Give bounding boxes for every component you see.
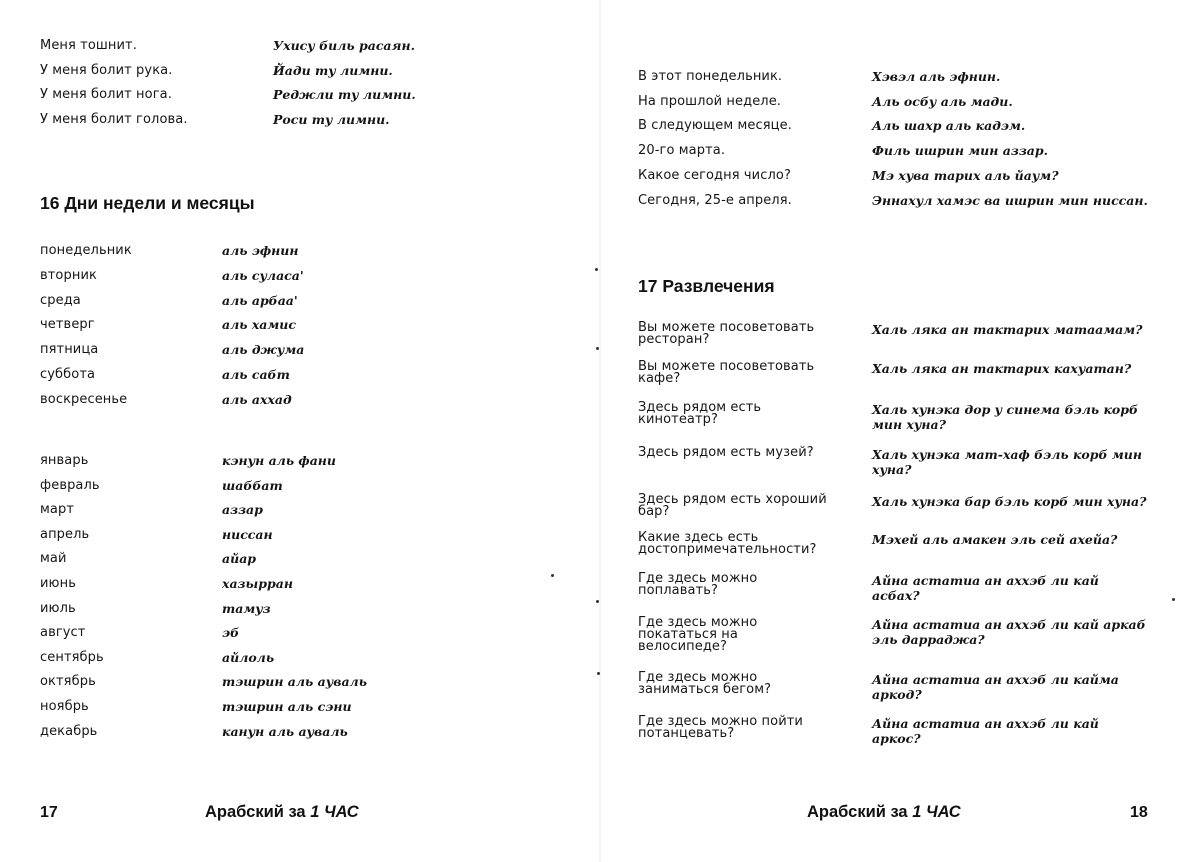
russian-phrase: Меня тошнит.: [40, 38, 137, 53]
russian-phrase: апрель: [40, 526, 90, 542]
russian-phrase-line: заниматься бегом?: [638, 682, 772, 697]
arabic-transliteration-line: Халь хунэка бар бэль корб мин хуна?: [872, 494, 1147, 509]
arabic-transliteration-line: Айна астатиа ан аххэб ли кай: [872, 573, 1099, 588]
russian-phrase: [638, 361, 814, 385]
book-title-footer: [205, 803, 359, 822]
arabic-transliteration: Йади ту лимни.: [273, 62, 393, 78]
russian-phrase: февраль: [40, 477, 100, 493]
arabic-transliteration: [872, 617, 1146, 647]
arabic-transliteration: аззар: [222, 502, 263, 518]
russian-phrase: [638, 494, 827, 518]
footer-title-hour: 1 ЧАС: [912, 803, 961, 821]
russian-phrase-line: поплавать?: [638, 583, 718, 598]
russian-phrase: Сегодня, 25-е апреля.: [638, 192, 792, 208]
footer-title-hour: 1 ЧАС: [310, 803, 359, 821]
russian-phrase-line: Где здесь можно пойти: [638, 714, 803, 729]
arabic-transliteration: [872, 716, 1099, 746]
arabic-transliteration: [872, 573, 1099, 603]
russian-phrase-line: Вы можете посоветовать: [638, 359, 815, 374]
arabic-transliteration-line: Айна астатиа ан аххэб ли кай: [872, 716, 1099, 731]
arabic-transliteration-line: Айна астатиа ан аххэб ли кайма: [872, 672, 1119, 687]
arabic-transliteration: Аль осбу аль мади.: [872, 93, 1013, 109]
arabic-transliteration: шаббат: [222, 477, 283, 493]
arabic-transliteration: Реджли ту лимни.: [273, 87, 416, 103]
russian-phrase: май: [40, 551, 67, 567]
russian-phrase: [638, 573, 757, 597]
russian-phrase-line: велосипеде?: [638, 639, 728, 654]
book-title-footer: [807, 803, 961, 822]
scan-speck: [551, 574, 554, 577]
russian-phrase: август: [40, 625, 86, 641]
russian-phrase-line: потанцевать?: [638, 726, 735, 741]
russian-phrase: В следующем месяце.: [638, 118, 792, 134]
russian-phrase: декабрь: [40, 723, 98, 739]
russian-phrase: 20-го марта.: [638, 143, 726, 159]
arabic-transliteration: [872, 322, 1142, 337]
scan-speck: [597, 672, 600, 675]
section-heading: 16 Дни недели и месяцы: [40, 193, 255, 213]
arabic-transliteration: аль суласа': [222, 267, 304, 283]
arabic-transliteration: айар: [222, 551, 257, 567]
arabic-transliteration-line: хуна?: [872, 462, 912, 477]
scan-speck: [1172, 598, 1175, 601]
arabic-transliteration-line: Халь ляка ан тактарих кахуатан?: [872, 361, 1132, 376]
arabic-transliteration: Роси ту лимни.: [273, 112, 390, 128]
russian-phrase: У меня болит голова.: [40, 112, 188, 128]
russian-phrase: В этот понедельник.: [638, 69, 783, 84]
russian-phrase: На прошлой неделе.: [638, 93, 782, 109]
arabic-transliteration: Хэвэл аль эфнин.: [872, 69, 1001, 84]
page-number: 17: [40, 804, 58, 821]
arabic-transliteration: [872, 494, 1146, 509]
arabic-transliteration: Эннахул хамэс ва ишрин мин ниссан.: [872, 192, 1148, 208]
russian-phrase: октябрь: [40, 674, 96, 690]
arabic-transliteration-line: эль дарраджа?: [872, 632, 985, 647]
russian-phrase: [638, 617, 757, 653]
russian-phrase: понедельник: [40, 243, 132, 258]
russian-phrase: пятница: [40, 342, 99, 358]
footer-title-text: Арабский за: [205, 803, 311, 821]
russian-phrase: ноябрь: [40, 699, 89, 714]
arabic-transliteration: аль аххад: [222, 391, 292, 407]
russian-phrase-line: Здесь рядом есть: [638, 400, 762, 415]
arabic-transliteration: Мэ хува тарих аль йаум?: [872, 167, 1059, 183]
arabic-transliteration: айлоль: [222, 649, 275, 665]
arabic-transliteration-line: Халь хунэка дор у синема бэль корб: [872, 402, 1139, 417]
russian-phrase: У меня болит рука.: [40, 62, 173, 78]
footer-title-text: Арабский за: [807, 803, 913, 821]
russian-phrase: [638, 672, 771, 696]
russian-phrase-line: Здесь рядом есть музей?: [638, 445, 814, 460]
russian-phrase-line: Какие здесь есть: [638, 530, 759, 545]
russian-phrase: [638, 447, 814, 459]
russian-phrase: [638, 402, 761, 426]
russian-phrase: У меня болит нога.: [40, 87, 172, 103]
russian-phrase: четверг: [40, 317, 95, 333]
russian-phrase: март: [40, 502, 74, 518]
russian-phrase-line: Где здесь можно: [638, 571, 758, 586]
russian-phrase: июль: [40, 600, 76, 616]
russian-phrase-line: Вы можете посоветовать: [638, 320, 815, 335]
arabic-transliteration-line: мин хуна?: [872, 417, 946, 432]
russian-phrase: июнь: [40, 576, 76, 591]
arabic-transliteration: тамуз: [222, 600, 271, 616]
russian-phrase-line: достопримечательности?: [638, 542, 817, 557]
arabic-transliteration: аль эфнин: [222, 243, 299, 258]
arabic-transliteration: ниссан: [222, 526, 273, 542]
arabic-transliteration: аль сабт: [222, 367, 290, 382]
arabic-transliteration-line: Халь ляка ан тактарих матаамам?: [872, 322, 1143, 337]
arabic-transliteration: [872, 447, 1142, 477]
right-page: [600, 0, 1200, 862]
russian-phrase-line: кинотеатр?: [638, 412, 719, 427]
russian-phrase: [638, 532, 817, 556]
arabic-transliteration-line: асбах?: [872, 588, 920, 603]
russian-phrase: воскресенье: [40, 391, 128, 407]
page-number: 18: [1130, 804, 1148, 821]
arabic-transliteration: тэшрин аль ауваль: [222, 674, 367, 690]
arabic-transliteration: кэнун аль фани: [222, 453, 336, 468]
arabic-transliteration: [872, 402, 1138, 432]
arabic-transliteration: тэшрин аль сэни: [222, 699, 352, 714]
arabic-transliteration: канун аль ауваль: [222, 723, 348, 739]
arabic-transliteration-line: Айна астатиа ан аххэб ли кай аркаб: [872, 617, 1146, 632]
russian-phrase-line: бар?: [638, 504, 670, 519]
arabic-transliteration: [872, 672, 1119, 702]
arabic-transliteration: Ухису биль расаян.: [273, 38, 415, 53]
russian-phrase: сентябрь: [40, 649, 104, 665]
russian-phrase-line: Где здесь можно: [638, 670, 758, 685]
russian-phrase: Какое сегодня число?: [638, 167, 791, 183]
arabic-transliteration: хазырран: [222, 576, 293, 591]
arabic-transliteration-line: аркос?: [872, 731, 921, 746]
russian-phrase-line: Здесь рядом есть хороший: [638, 492, 827, 507]
arabic-transliteration-line: аркод?: [872, 687, 922, 702]
russian-phrase: среда: [40, 292, 81, 308]
russian-phrase: январь: [40, 453, 89, 468]
arabic-transliteration: аль арбаа': [222, 292, 298, 308]
scan-speck: [596, 347, 599, 350]
russian-phrase: суббота: [40, 367, 96, 382]
russian-phrase-line: Где здесь можно: [638, 615, 758, 630]
arabic-transliteration: Аль шахр аль кадэм.: [872, 118, 1026, 134]
russian-phrase-line: покататься на: [638, 627, 738, 642]
scan-speck: [596, 600, 599, 603]
arabic-transliteration: аль джума: [222, 342, 305, 358]
russian-phrase: [638, 322, 814, 346]
arabic-transliteration-line: Халь хунэка мат-хаф бэль корб мин: [872, 447, 1142, 462]
section-heading: 17 Развлечения: [638, 276, 775, 296]
russian-phrase-line: ресторан?: [638, 332, 710, 347]
scan-speck: [595, 268, 598, 271]
russian-phrase-line: кафе?: [638, 371, 681, 386]
arabic-transliteration-line: Мэхей аль амакен эль сей ахейа?: [872, 532, 1118, 547]
russian-phrase: [638, 716, 803, 740]
arabic-transliteration: эб: [222, 625, 240, 641]
russian-phrase: вторник: [40, 267, 97, 283]
arabic-transliteration: аль хамис: [222, 317, 296, 333]
arabic-transliteration: [872, 532, 1117, 547]
arabic-transliteration: Филь ишрин мин аззар.: [872, 143, 1048, 159]
arabic-transliteration: [872, 361, 1131, 376]
